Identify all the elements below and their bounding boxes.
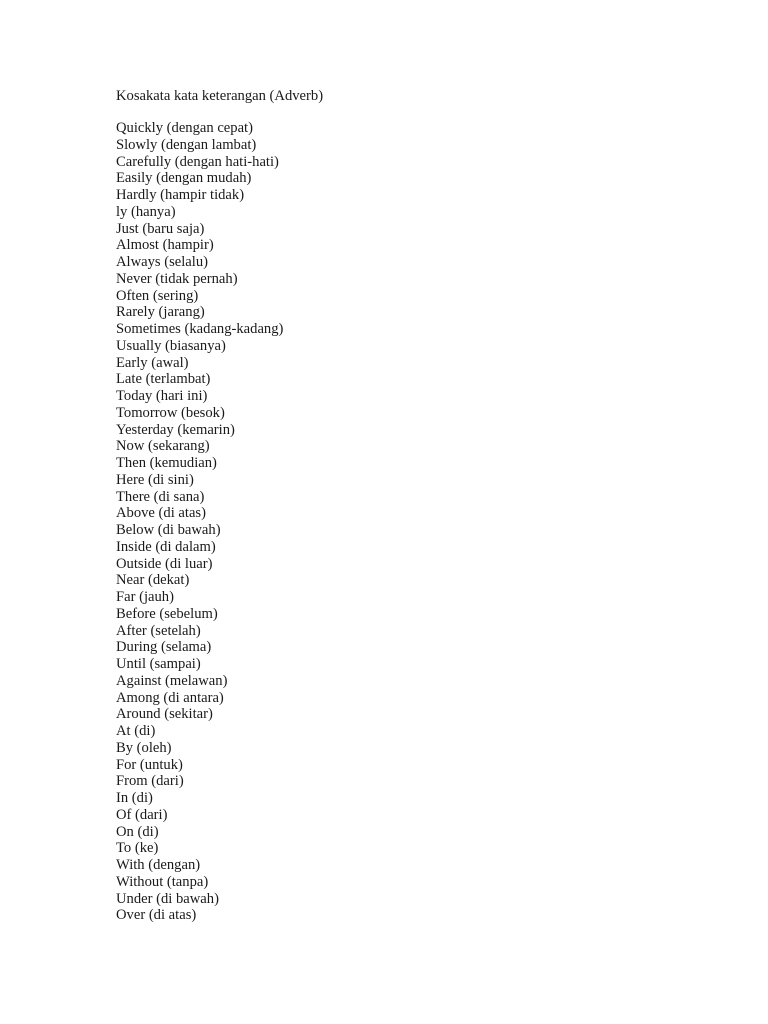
list-item: ly (hanya) — [116, 203, 176, 220]
document-title: Kosakata kata keterangan (Adverb) — [116, 88, 324, 104]
list-item: Late (terlambat) — [116, 371, 211, 388]
list-item: Sometimes (kadang-kadang) — [116, 321, 284, 337]
list-item: Above (di atas) — [116, 505, 206, 522]
list-item: Just (baru saja) — [116, 220, 205, 237]
list-item: On (di) — [116, 823, 159, 840]
list-item: Near (dekat) — [116, 572, 190, 589]
list-item: Around (sekitar) — [116, 706, 213, 723]
list-item: Rarely (jarang) — [116, 304, 205, 321]
title-spacer — [116, 106, 323, 120]
list-item: Under (di bawah) — [116, 890, 219, 907]
list-item: Below (di bawah) — [116, 522, 221, 538]
list-item: Inside (di dalam) — [116, 538, 216, 555]
list-item: By (oleh) — [116, 739, 172, 756]
list-item: After (setelah) — [116, 622, 201, 639]
list-item: Quickly (dengan cepat) — [116, 120, 253, 136]
adverb-list — [116, 120, 323, 924]
list-item: There (di sana) — [116, 488, 205, 505]
list-item: During (selama) — [116, 639, 212, 656]
list-item: Hardly (hampir tidak) — [116, 187, 245, 203]
list-item: Carefully (dengan hati-hati) — [116, 153, 279, 170]
document-content — [116, 86, 323, 924]
list-item: Yesterday (kemarin) — [116, 421, 235, 438]
list-item: Among (di antara) — [116, 689, 224, 706]
list-item: Easily (dengan mudah) — [116, 170, 252, 187]
list-item: Of (dari) — [116, 806, 168, 823]
list-item: Here (di sini) — [116, 471, 194, 488]
list-item: For (untuk) — [116, 756, 183, 773]
list-item: Over (di atas) — [116, 907, 197, 924]
list-item: Far (jauh) — [116, 589, 174, 605]
list-item: To (ke) — [116, 840, 159, 857]
list-item: Slowly (dengan lambat) — [116, 136, 257, 153]
list-item: Before (sebelum) — [116, 605, 218, 622]
list-item: Today (hari ini) — [116, 388, 208, 404]
list-item: Never (tidak pernah) — [116, 270, 238, 287]
list-item: Early (awal) — [116, 354, 189, 371]
list-item: Often (sering) — [116, 287, 199, 304]
list-item: Almost (hampir) — [116, 237, 214, 254]
list-item: Until (sampai) — [116, 656, 201, 672]
list-item: With (dengan) — [116, 857, 201, 873]
list-item: Now (sekarang) — [116, 438, 210, 455]
list-item: In (di) — [116, 790, 153, 806]
list-item: Always (selalu) — [116, 254, 208, 270]
list-item: Tomorrow (besok) — [116, 404, 225, 421]
list-item: At (di) — [116, 723, 156, 739]
list-item: Then (kemudian) — [116, 455, 217, 471]
list-item: Against (melawan) — [116, 672, 228, 689]
list-item: Outside (di luar) — [116, 555, 213, 572]
list-item: Without (tanpa) — [116, 873, 209, 890]
list-item: Usually (biasanya) — [116, 337, 226, 354]
list-item: From (dari) — [116, 773, 184, 790]
